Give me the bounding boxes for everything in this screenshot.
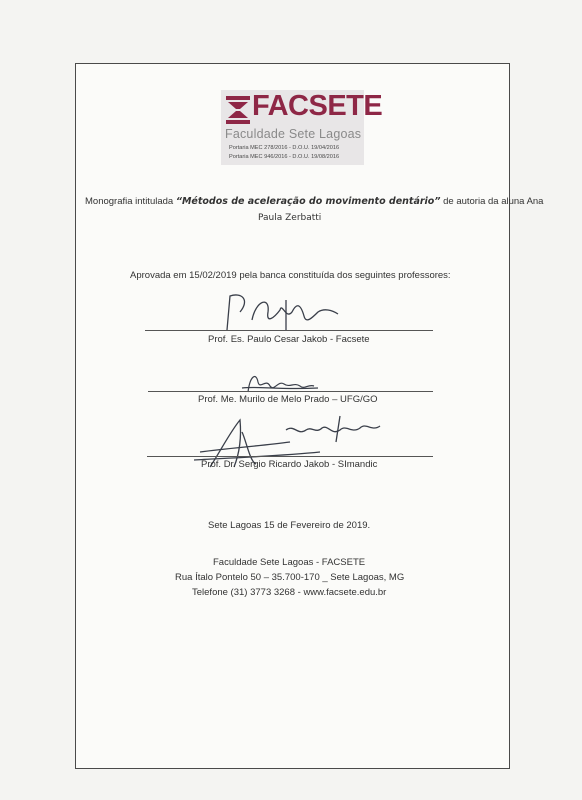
thesis-title: “Métodos de aceleração do movimento dentário” (175, 196, 441, 207)
footer-address: Rua Ítalo Pontelo 50 – 35.700-170 _ Sete Lagoas, MG (175, 572, 405, 583)
signature-line-3 (147, 456, 433, 457)
footer-institution: Faculdade Sete Lagoas - FACSETE (213, 557, 366, 568)
signature-line-1 (145, 330, 433, 331)
thesis-prefix: Monografia intitulada (85, 196, 176, 207)
facsete-hourglass-icon (226, 96, 250, 124)
examiner-1: Prof. Es. Paulo Cesar Jakob - Facsete (208, 334, 370, 345)
footer-contact: Telefone (31) 3773 3268 - www.facsete.edu.br (192, 587, 387, 598)
thesis-author-continued: Paula Zerbatti (258, 213, 322, 223)
examiner-3: Prof. Dr. Sergio Ricardo Jakob - SImandic (201, 459, 378, 470)
signature-line-2 (148, 391, 433, 392)
logo-name: FACSETE (252, 90, 383, 122)
logo-portaria-1: Portaria MEC 278/2016 - D.O.U. 19/04/2016 (229, 145, 340, 151)
approval-statement: Aprovada em 15/02/2019 pela banca constituída dos seguintes professores: (130, 270, 451, 281)
logo-portaria-2: Portaria MEC 946/2016 - D.O.U. 19/08/2016 (229, 154, 340, 160)
examiner-2: Prof. Me. Murilo de Melo Prado – UFG/GO (198, 394, 378, 405)
logo-subtitle: Faculdade Sete Lagoas (225, 127, 362, 141)
thesis-line (85, 196, 543, 208)
date-place: Sete Lagoas 15 de Fevereiro de 2019. (208, 520, 371, 531)
thesis-suffix: de autoria da aluna Ana (440, 196, 544, 207)
signature-1 (222, 290, 342, 340)
